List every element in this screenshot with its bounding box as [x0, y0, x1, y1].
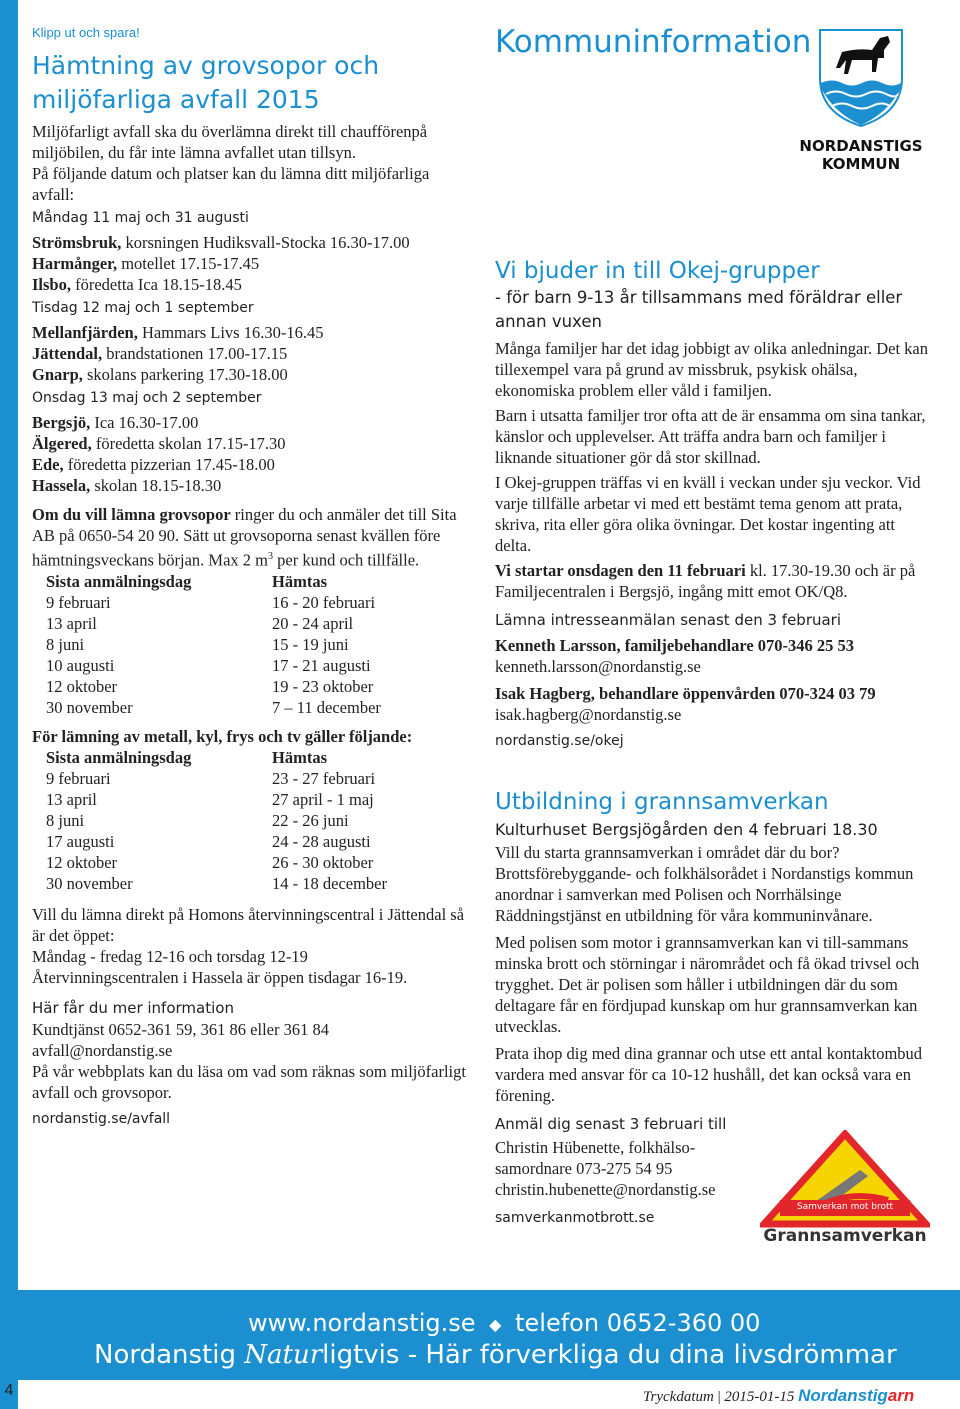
grovsopor-text: Om du vill lämna grovsopor ringer du och anmäler det till Sita AB på 0650-54 20 90. Sätt ut grovsoporna senast kvällen före hämtningsveckans början. Max 2 $m^3$ per kund och tillfälle. [32, 505, 457, 570]
gs-apply: Anmäl dig senast 3 februari till [495, 1115, 727, 1133]
col-header: Hämtas [272, 747, 327, 767]
print-date: Tryckdatum | 2015-01-15 Nordanstigarn [643, 1386, 915, 1405]
pickup-cell: 16 - 20 februari [272, 592, 376, 612]
footer-contact [248, 1309, 760, 1337]
place-item: Jättendal, brandstationen 17.00-17.15 [32, 344, 288, 363]
kommun-logo-text: NORDANSTIGS KOMMUN [799, 137, 923, 173]
kommuninformation-header: Kommuninformation [495, 24, 812, 60]
col-header: Sista anmälningsdag [46, 747, 192, 767]
intro-text-2: På följande datum och platser kan du lämna ditt miljöfarliga avfall: [32, 164, 430, 204]
deadline-cell: 30 november [46, 697, 133, 717]
day-heading: Måndag 11 maj och 31 augusti [32, 210, 249, 226]
deadline-cell: 12 oktober [46, 676, 118, 696]
place-item: Ede, föredetta pizzerian 17.45-18.00 [32, 455, 275, 474]
gs-contact: Christin Hübenette, folkhälso-samordnare 073-275 54 95 [495, 1138, 696, 1178]
left-column [32, 22, 472, 1130]
place-item: Hassela, skolan 18.15-18.30 [32, 476, 222, 495]
kicker: Klipp ut och spara! [32, 25, 140, 40]
place-list [32, 412, 472, 496]
website-link[interactable]: www.nordanstig.se [248, 1309, 476, 1337]
deadline-cell: 9 februari [46, 592, 111, 612]
place-item: Strömsbruk, korsningen Hudiksvall-Stocka 16.30-17.00 [32, 233, 410, 252]
page-number: 4 [4, 1382, 14, 1399]
grannsamverkan-logo [760, 1130, 930, 1250]
pickup-cell: 23 - 27 februari [272, 768, 376, 788]
article-title: Hämtning av grovsopor och miljöfarliga avfall 2015 [32, 51, 380, 114]
okej-paragraph: I Okej-gruppen träffas vi en kväll i veckan under sju veckor. Vid varje tillfälle arbetar vi med ett bestämt tema genom att prata, skriva, rita eller göra olika övningar. Det kostar ingenting att delta. [495, 473, 921, 555]
gs-email[interactable]: christin.hubenette@nordanstig.se [495, 1180, 716, 1199]
place-item: Älgered, föredetta skolan 17.15-17.30 [32, 434, 286, 453]
deadline-cell: 13 april [46, 613, 97, 633]
okej-apply: Lämna intresseanmälan senast den 3 februari [495, 611, 842, 629]
contact-email[interactable]: kenneth.larsson@nordanstig.se [495, 657, 701, 676]
place-item: Harmånger, motellet 17.15-17.45 [32, 254, 260, 273]
deadline-cell: 12 oktober [46, 852, 118, 872]
contact-name: Isak Hagberg, behandlare öppenvården 070-324 03 79 [495, 684, 876, 703]
warning-triangle-icon [760, 1130, 930, 1230]
pickup-cell: 15 - 19 juni [272, 634, 349, 654]
deadline-cell: 8 juni [46, 810, 85, 830]
logo-banner-text: Samverkan mot brott [796, 1202, 894, 1212]
logo-brand-text: Grannsamverkan [763, 1226, 927, 1246]
pickup-cell: 7 – 11 december [272, 697, 381, 717]
okej-subtitle: - för barn 9-13 år tillsammans med föräldrar eller annan vuxen [495, 288, 903, 331]
phone-text: telefon 0652-360 00 [515, 1309, 761, 1337]
schedule-table [46, 747, 472, 894]
place-item: Gnarp, skolans parkering 17.30-18.00 [32, 365, 288, 384]
homons-hours: Måndag - fredag 12-16 och torsdag 12-19 [32, 946, 308, 966]
day-heading: Tisdag 12 maj och 1 september [32, 300, 254, 316]
gs-paragraph: Med polisen som motor i grannsamverkan kan vi till-sammans minska brott och störningar i närområdet och få ökad trivsel och trygghet. Det är polisen som håller i utbildningen där du som deltagare får en fördjupad kunskap om hur grannsamverkan kan utvecklas. [495, 933, 920, 1036]
pickup-cell: 24 - 28 augusti [272, 831, 371, 851]
place-item: Mellanfjärden, Hammars Livs 16.30-16.45 [32, 323, 324, 342]
pickup-cell: 20 - 24 april [272, 613, 354, 633]
pickup-cell: 17 - 21 augusti [272, 655, 371, 675]
okej-link[interactable]: nordanstig.se/okej [495, 733, 624, 749]
gs-link[interactable]: samverkanmotbrott.se [495, 1210, 655, 1226]
place-list [32, 322, 472, 385]
okej-paragraph: Många familjer har det idag jobbigt av olika anledningar. Det kan tillexempel vara på grund av missbruk, psykisk ohälsa, ekonomiska problem eller våld i familjen. [495, 339, 928, 400]
left-margin-bar [0, 0, 18, 1409]
pickup-cell: 27 april - 1 maj [272, 789, 374, 809]
pickup-cell: 22 - 26 juni [272, 810, 349, 830]
diamond-icon: ◆ [489, 1314, 502, 1334]
avfall-link[interactable]: nordanstig.se/avfall [32, 1110, 171, 1127]
footer-slogan: Nordanstig Naturligtvis - Här förverkliga du dina livsdrömmar [94, 1340, 897, 1370]
gs-paragraph: Prata ihop dig med dina grannar och utse ett antal kontaktombud vardera med ansvar för ca 10-12 hushåll, det kan också vara en förening. [495, 1044, 923, 1105]
info-email: avfall@nordanstig.se [32, 1040, 173, 1060]
deadline-cell: 30 november [46, 873, 133, 893]
okej-section [495, 256, 930, 752]
contact-name: Kenneth Larsson, familjebehandlare 070-346 25 53 [495, 636, 855, 655]
col-header: Hämtas [272, 571, 327, 591]
intro-text: Miljöfarligt avfall ska du överlämna direkt till chaufförenpå miljöbilen, du får inte lämna avfallet utan tillsyn. [32, 122, 428, 162]
okej-title: Vi bjuder in till Okej-grupper [495, 258, 820, 284]
info-text: På vår webbplats kan du läsa om vad som räknas som miljöfarligt avfall och grovsopor. [32, 1061, 466, 1102]
deadline-cell: 13 april [46, 789, 97, 809]
hassela-hours: Återvinningscentralen i Hassela är öppen tisdagar 16-19. [32, 967, 408, 987]
info-heading: Här får du mer information [32, 998, 234, 1017]
place-item: Ilsbo, föredetta Ica 18.15-18.45 [32, 275, 242, 294]
pickup-cell: 14 - 18 december [272, 873, 387, 893]
deadline-cell: 17 augusti [46, 831, 115, 851]
info-phone: Kundtjänst 0652-361 59, 361 86 eller 361 84 [32, 1019, 329, 1039]
pickup-cell: 19 - 23 oktober [272, 676, 374, 696]
contact-email[interactable]: isak.hagberg@nordanstig.se [495, 705, 682, 724]
deadline-cell: 10 augusti [46, 655, 115, 675]
okej-start: Vi startar onsdagen den 11 februari kl. 17.30-19.30 och är på Familjecentralen i Bergsjö, ingång mitt emot OK/Q8. [495, 561, 916, 601]
nordanstigarn-brand: Nordanstigarn [798, 1386, 915, 1405]
nordanstig-crest-icon [818, 28, 904, 128]
deadline-cell: 9 februari [46, 768, 111, 788]
col-header: Sista anmälningsdag [46, 571, 192, 591]
day-heading: Onsdag 13 maj och 2 september [32, 390, 262, 406]
schedule-table [46, 571, 472, 718]
place-item: Bergsjö, Ica 16.30-17.00 [32, 413, 199, 432]
deadline-cell: 8 juni [46, 634, 85, 654]
place-list [32, 232, 472, 295]
gs-subtitle: Kulturhuset Bergsjögården den 4 februari 18.30 [495, 820, 878, 839]
pickup-cell: 26 - 30 oktober [272, 852, 374, 872]
homons-text: Vill du lämna direkt på Homons återvinningscentral i Jättendal så är det öppet: [32, 904, 465, 945]
okej-paragraph: Barn i utsatta familjer tror ofta att de är ensamma om sina tankar, känslor och upplevelser. Att träffa andra barn och familjer i liknande situationer gör då stor skillnad. [495, 406, 926, 467]
gs-paragraph: Vill du starta grannsamverkan i området där du bor? Brottsförebyggande- och folkhälsorådet i Nordanstigs kommun anordnar i samverkan med Polisen och Norrhälsinge Räddningstjänst en utbildning för våra kommuninvånare. [495, 843, 914, 925]
metall-heading: För lämning av metall, kyl, frys och tv gäller följande: [32, 726, 413, 746]
gs-title: Utbildning i grannsamverkan [495, 789, 829, 815]
